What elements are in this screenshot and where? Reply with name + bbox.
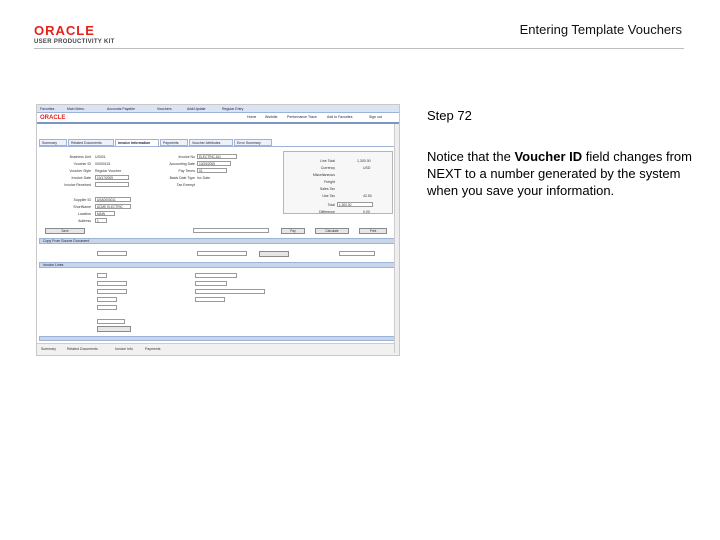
calculate-button: Calculate (315, 228, 349, 234)
accounting-date-field: 10/25/2005 (197, 161, 231, 166)
copy-from-bar: Copy From Source Document (39, 238, 395, 244)
distribution-lines-bar (39, 336, 395, 341)
field-value: 42.50 (363, 194, 372, 198)
speedchart-field (195, 273, 237, 278)
address-field: 1 (95, 218, 107, 223)
toplink: Sign out (369, 115, 382, 119)
tab-payments: Payments (160, 139, 188, 146)
field-label: Currency (320, 166, 335, 170)
toplink: Worklist (265, 115, 278, 119)
field-label: Invoice Date (71, 176, 91, 180)
pay-button: Pay (281, 228, 305, 234)
field-label: Supplier ID (73, 198, 91, 202)
field-label: Use Tax (322, 194, 335, 198)
menu-item: Accounts Payable (107, 107, 136, 111)
menu-item: Favorites (40, 107, 55, 111)
shortname-field: ACME ELECTRIC (95, 204, 131, 209)
step-instruction (427, 148, 697, 199)
logo-oracle-text: ORACLE (34, 23, 95, 38)
screenshot-oracle-brand: ORACLE (40, 115, 66, 121)
invoice-date-field: 10/17/2005 (95, 175, 129, 180)
tab-underline (39, 146, 395, 147)
header-divider (34, 48, 684, 49)
field-label: Location (77, 212, 91, 216)
step-label: Step 72 (427, 108, 472, 123)
field-label: Address (78, 219, 91, 223)
copy-from-dropdown (339, 251, 375, 256)
field-value: Regular Voucher (95, 169, 122, 173)
screenshot-bottom-tabs (37, 343, 399, 355)
action-dropdown (193, 228, 269, 233)
description-field (195, 289, 265, 294)
line-amount-field (97, 319, 125, 324)
field-label: Basis Date Type (169, 176, 195, 180)
document-title: Entering Template Vouchers (519, 22, 682, 37)
copy-po-button (259, 251, 289, 257)
line-action-button (97, 326, 131, 332)
menu-item: Vouchers (157, 107, 172, 111)
field-value: Inv Date (197, 176, 211, 180)
uom-field (97, 305, 117, 310)
application-screenshot (36, 104, 400, 356)
field-label: Business Unit (69, 155, 91, 159)
field-value: USD (363, 166, 371, 170)
field-label: Sales Tax (319, 187, 335, 191)
field-label: Pay Terms (178, 169, 195, 173)
oracle-upk-logo (34, 24, 124, 50)
quantity-field (97, 297, 117, 302)
instruction-text-after: field changes from NEXT to a number generated by the system when you save your information. (427, 149, 692, 198)
item-field (97, 289, 127, 294)
field-label: Voucher ID (73, 162, 91, 166)
toplink: Home (247, 115, 257, 119)
menu-item: Main Menu (67, 107, 85, 111)
tab-error-summary: Error Summary (234, 139, 272, 146)
toplink: Add to Favorites (327, 115, 353, 119)
print-button: Print (359, 228, 387, 234)
field-value: 0.00 (363, 210, 370, 214)
menu-item: Regular Entry (222, 107, 244, 111)
location-field: MAIN (95, 211, 115, 216)
field-label: Difference (319, 210, 335, 214)
supplier-id-field: USA0000011 (95, 197, 131, 202)
toplink: Performance Trace (287, 115, 317, 119)
field-label: Invoice Received (64, 183, 91, 187)
field-value: US001 (95, 155, 106, 159)
field-label: Freight (324, 180, 335, 184)
field-label: Total (327, 203, 335, 207)
voucher-id-value: 00000115 (95, 162, 111, 166)
screenshot-scrollbar (394, 124, 399, 353)
screenshot-blue-band (37, 122, 399, 124)
invoice-received-field (95, 182, 129, 187)
po-receipt-field (197, 251, 247, 256)
bottom-tab: Payments (145, 347, 161, 351)
field-label: Tax Exempt (176, 183, 195, 187)
bottom-tab: Invoice Info (115, 347, 133, 351)
field-label: Invoice No (178, 155, 195, 159)
field-label: Line Total (320, 159, 335, 163)
bottom-tab: Summary (41, 347, 56, 351)
po-unit-field (97, 251, 127, 256)
distribute-by-field (97, 281, 127, 286)
tab-related-documents: Related Documents (68, 139, 114, 146)
field-label: Voucher Style (69, 169, 91, 173)
line-field (97, 273, 107, 278)
invoice-lines-bar: Invoice Lines (39, 262, 395, 268)
bottom-tab: Related Documents (67, 347, 98, 351)
ship-to-field (195, 281, 227, 286)
save-button: Save (45, 228, 85, 234)
instruction-text-before: Notice that the (427, 149, 515, 164)
tab-summary: Summary (39, 139, 67, 146)
menu-item: Add/Update (187, 107, 206, 111)
pay-terms-field: 01 (197, 168, 227, 173)
instruction-text-bold: Voucher ID (514, 149, 583, 164)
tab-invoice-information: Invoice Information (115, 139, 159, 146)
screenshot-menu-bar (37, 105, 399, 113)
field-label: Miscellaneous (312, 173, 335, 177)
total-field: 1,300.00 (337, 202, 373, 207)
logo-upk-text: USER PRODUCTIVITY KIT (34, 39, 115, 45)
field-value: 1,300.00 (357, 159, 371, 163)
field-label: ShortName (73, 205, 91, 209)
field-label: Accounting Date (169, 162, 195, 166)
packing-slip-field (195, 297, 225, 302)
invoice-no-field: ELECTRIC-611 (197, 154, 237, 159)
tab-voucher-attributes: Voucher Attributes (189, 139, 233, 146)
